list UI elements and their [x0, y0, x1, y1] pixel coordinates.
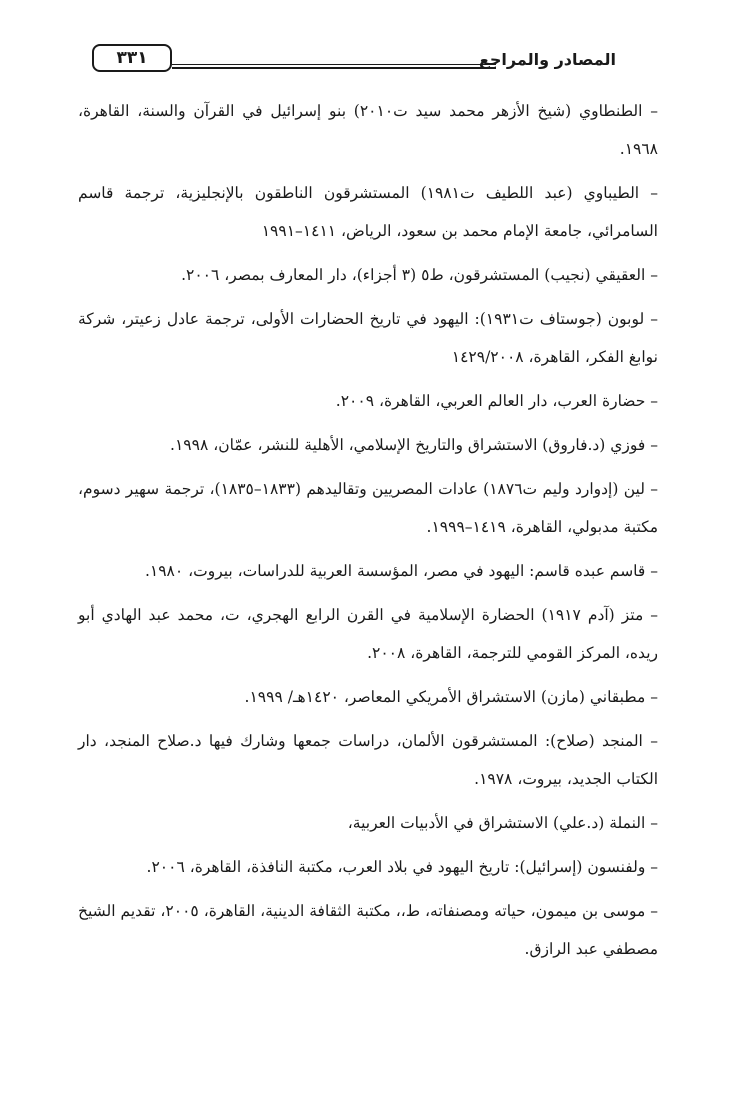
reference-text: – فوزي (د.فاروق) الاستشراق والتاريخ الإسلامي، الأهلية للنشر، عمّان، ١٩٩٨. [170, 436, 658, 454]
reference-list [78, 92, 658, 974]
reference-entry [78, 552, 658, 590]
reference-text: – العقيقي (نجيب) المستشرقون، ط٥ (٣ أجزاء)، دار المعارف بمصر، ٢٠٠٦. [181, 266, 658, 284]
reference-text: – لوبون (جوستاف ت١٩٣١): اليهود في تاريخ الحضارات الأولى، ترجمة عادل زعيتر، شركة نوابغ الفكر، القاهرة، ١٤٢٩/٢٠٠٨ [78, 310, 658, 366]
reference-text: – ولفنسون (إسرائيل): تاريخ اليهود في بلاد العرب، مكتبة النافذة، القاهرة، ٢٠٠٦. [146, 858, 658, 876]
reference-entry [78, 804, 658, 842]
reference-entry [78, 470, 658, 546]
reference-entry [78, 678, 658, 716]
reference-entry [78, 300, 658, 376]
reference-text: – لين (إدوارد وليم ت١٨٧٦) عادات المصريين وتقاليدهم (١٨٣٣–١٨٣٥)، ترجمة سهير دسوم، مكتبة مدبولي، القاهرة، ١٤١٩–١٩٩٩. [78, 480, 658, 536]
page-number: ٣٣١ [92, 44, 172, 72]
reference-text: – مطبقاني (مازن) الاستشراق الأمريكي المعاصر، ١٤٢٠هـ/ ١٩٩٩. [244, 688, 658, 706]
reference-text: – الطيباوي (عبد اللطيف ت١٩٨١) المستشرقون الناطقون بالإنجليزية، ترجمة قاسم السامرائي، جامعة الإمام محمد بن سعود، الرياض، ١٤١١–١٩٩١ [78, 184, 658, 240]
reference-text: – الطنطاوي (شيخ الأزهر محمد سيد ت٢٠١٠) بنو إسرائيل في القرآن والسنة، القاهرة، ١٩٦٨. [78, 102, 658, 158]
reference-text: – موسى بن ميمون، حياته ومصنفاته، ط،، مكتبة الثقافة الدينية، القاهرة، ٢٠٠٥، تقديم الشيخ مصطفي عبد الرازق. [78, 902, 658, 958]
reference-text: – النملة (د.علي) الاستشراق في الأدبيات العربية، [347, 814, 658, 832]
reference-text: – قاسم عبده قاسم: اليهود في مصر، المؤسسة العربية للدراسات، بيروت، ١٩٨٠. [144, 562, 658, 580]
section-title: المصادر والمراجع [478, 50, 616, 69]
reference-text: – حضارة العرب، دار العالم العربي، القاهرة، ٢٠٠٩. [335, 392, 658, 410]
reference-entry [78, 174, 658, 250]
reference-entry [78, 596, 658, 672]
reference-entry [78, 722, 658, 798]
reference-text: – متز (آدم ١٩١٧) الحضارة الإسلامية في القرن الرابع الهجري، ت، محمد عبد الهادي أبو ريده، المركز القومي للترجمة، القاهرة، ٢٠٠٨. [78, 606, 658, 662]
reference-entry [78, 892, 658, 968]
reference-entry [78, 426, 658, 464]
reference-entry [78, 92, 658, 168]
page-header [92, 36, 616, 76]
reference-text: – المنجد (صلاح): المستشرقون الألمان، دراسات جمعها وشارك فيها د.صلاح المنجد، دار الكتاب الجديد، بيروت، ١٩٧٨. [78, 732, 658, 788]
reference-entry [78, 256, 658, 294]
reference-entry [78, 848, 658, 886]
reference-entry [78, 382, 658, 420]
header-rule [172, 64, 496, 69]
